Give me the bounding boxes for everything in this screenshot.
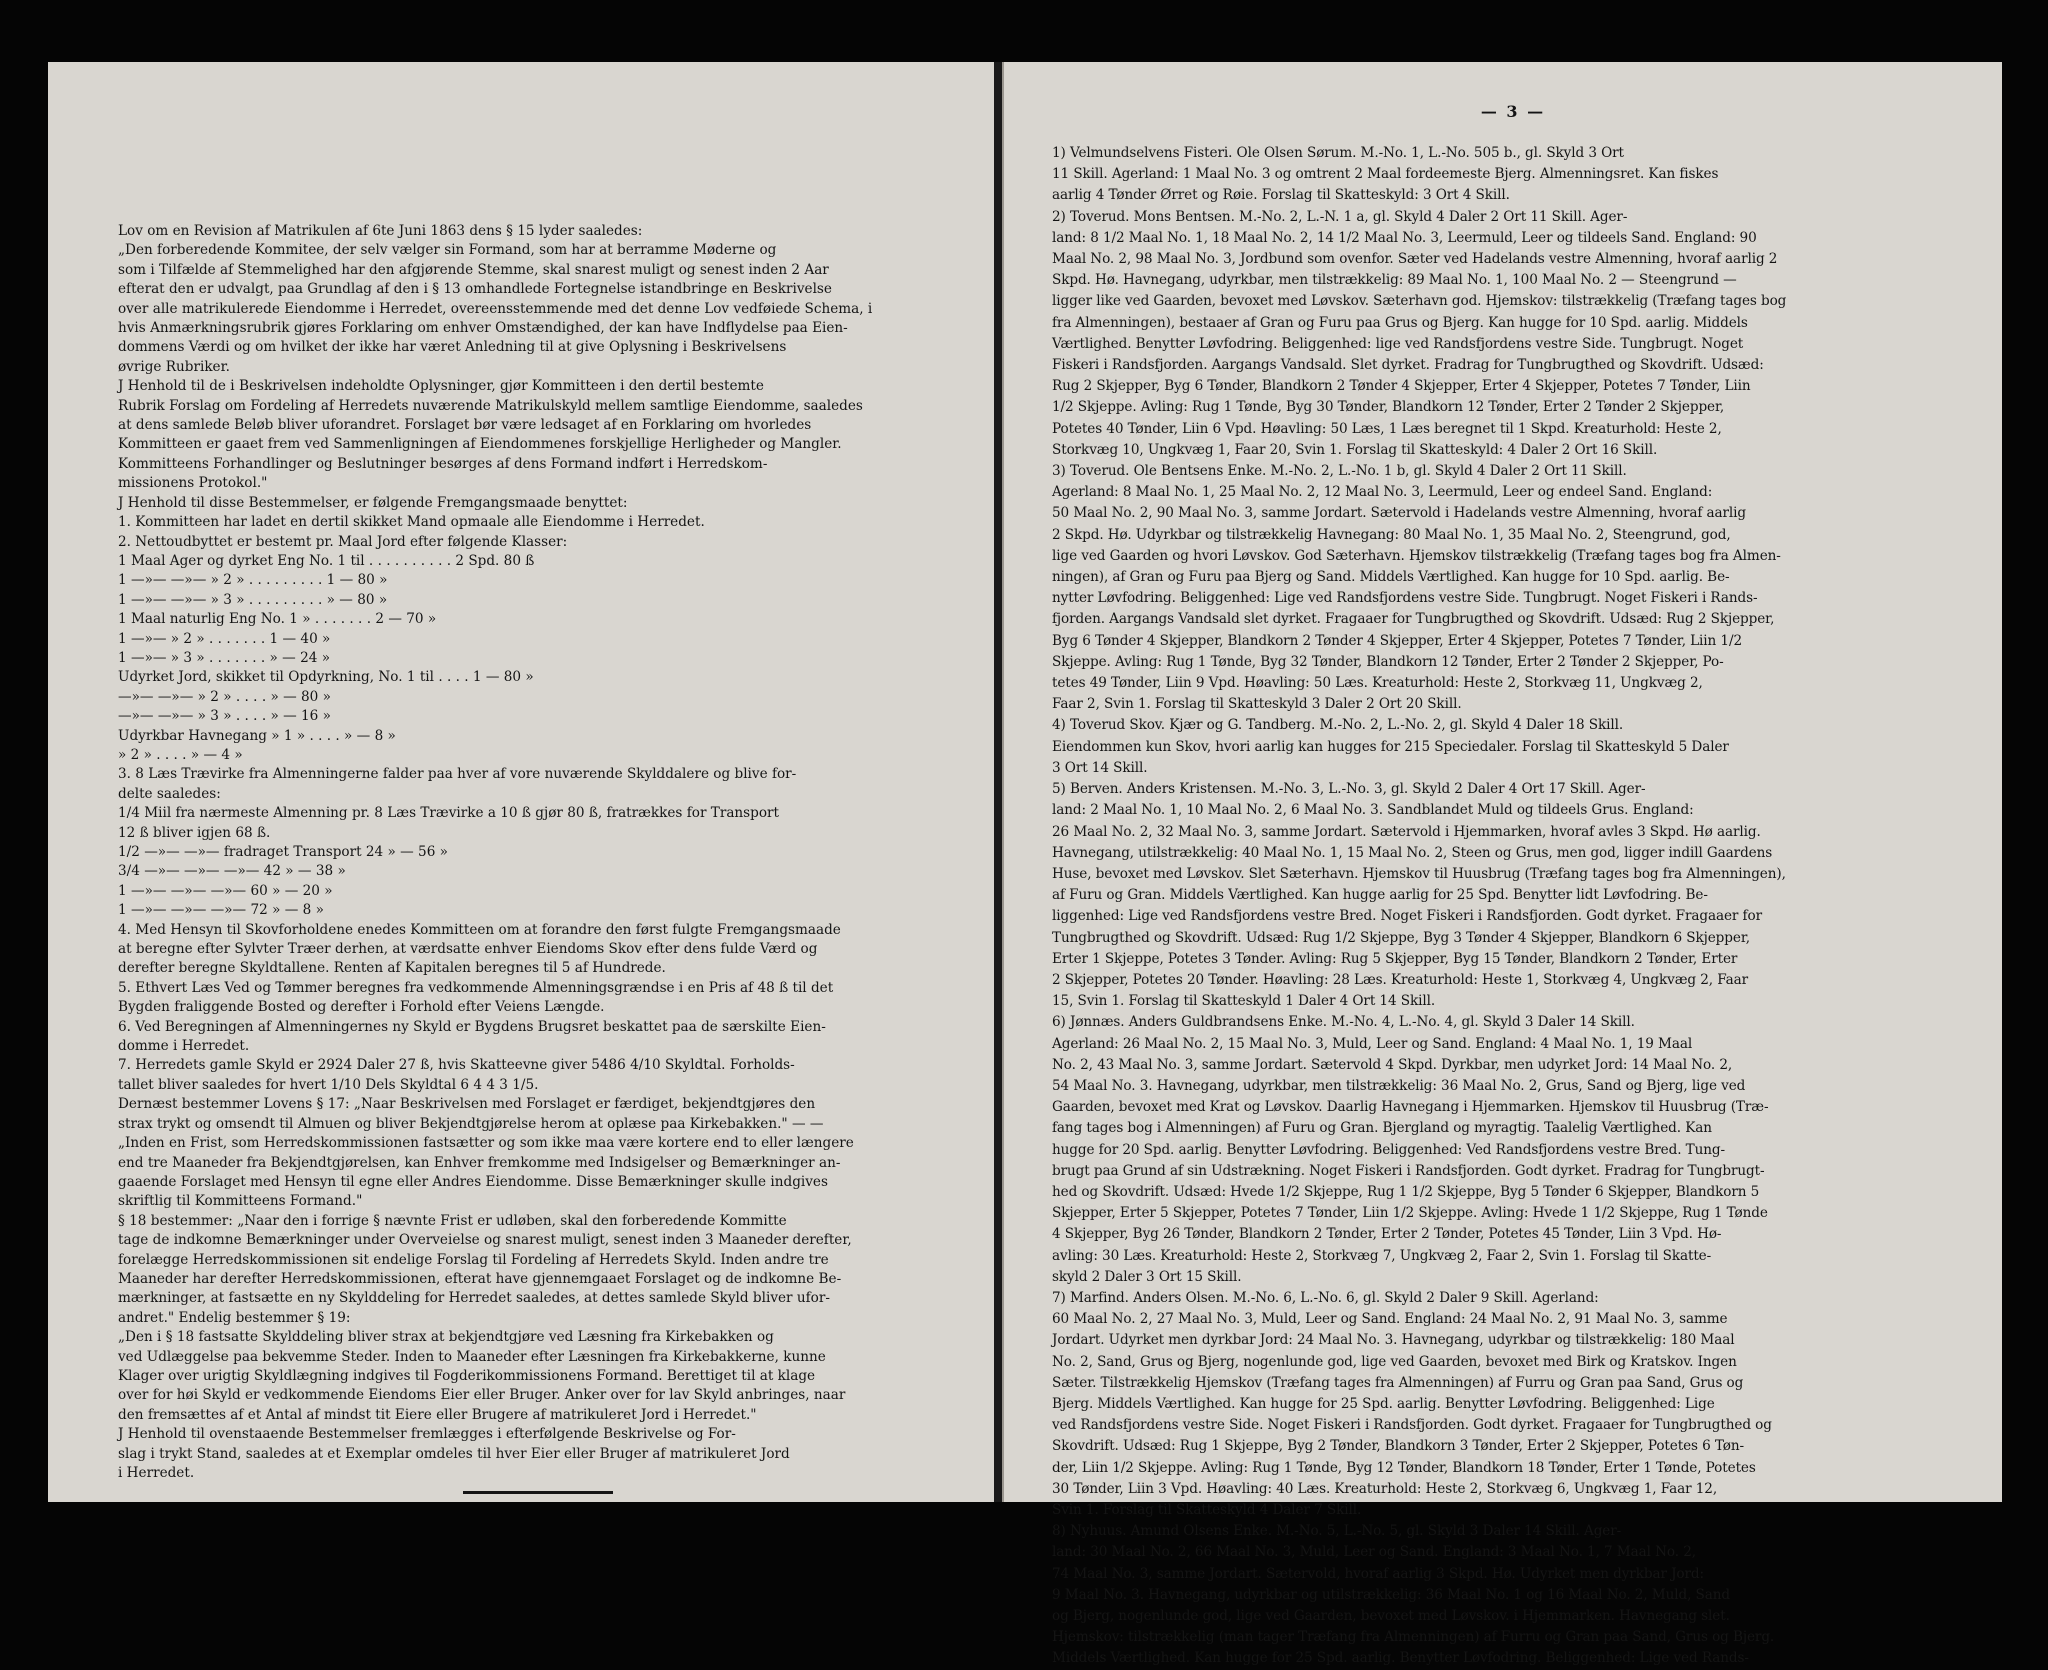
right-page-text-line: land: 8 1/2 Maal No. 1, 18 Maal No. 2, 14 1/2 Maal No. 3, Leermuld, Leer og tildeels Sand. England: 90: [1052, 229, 1757, 246]
right-page-text-line: tetes 49 Tønder, Liin 9 Vpd. Høavling: 50 Læs. Kreaturhold: Heste 2, Storkvæg 11, Ungkvæg 2,: [1052, 675, 1703, 692]
left-page-text-line: Bygden fraliggende Bosted og derefter i Forhold efter Veiens Længde.: [118, 999, 605, 1016]
right-page-text-line: brugt paa Grund af sin Udstrækning. Noget Fiskeri i Randsfjorden. Godt dyrket. Fradrag for Tungbrugt-: [1052, 1162, 1765, 1179]
right-page-text-line: 15, Svin 1. Forslag til Skatteskyld 1 Daler 4 Ort 14 Skill.: [1052, 993, 1436, 1010]
right-page-text-line: 6) Jønnæs. Anders Guldbrandsens Enke. M.-No. 4, L.-No. 4, gl. Skyld 3 Daler 14 Skill.: [1052, 1014, 1635, 1031]
right-page-text-line: Skovdrift. Udsæd: Rug 1 Skjeppe, Byg 2 Tønder, Blandkorn 3 Tønder, Erter 2 Skjepper, Potetes 6 Tøn-: [1052, 1438, 1745, 1455]
left-page-text-line: at beregne efter Sylvter Træer derhen, at værdsatte enhver Eiendoms Skov efter dens fulde Værd og: [118, 941, 818, 958]
left-page-text-line: Kommitteens Forhandlinger og Beslutninger besørges af dens Formand indført i Herredskom-: [118, 455, 768, 472]
left-page-text-line: J Henhold til de i Beskrivelsen indeholdte Oplysninger, gjør Kommitteen i den dertil bestemte: [118, 378, 764, 395]
left-page-text: [118, 222, 934, 1483]
right-page-text-line: 3) Toverud. Ole Bentsens Enke. M.-No. 2, L.-No. 1 b, gl. Skyld 4 Daler 2 Ort 11 Skill.: [1052, 463, 1627, 480]
left-page-text-line: tallet bliver saaledes for hvert 1/10 Dels Skyldtal 6 4 4 3 1/5.: [118, 1076, 539, 1093]
right-page-text-line: 11 Skill. Agerland: 1 Maal No. 3 og omtrent 2 Maal fordeemeste Bjerg. Almenningsret. Kan fiskes: [1052, 166, 1719, 183]
left-page-text-line: 1 —»— —»— —»— 72 » — 8 »: [118, 902, 324, 919]
right-page-text-line: 2) Toverud. Mons Bentsen. M.-No. 2, L.-N. 1 a, gl. Skyld 4 Daler 2 Ort 11 Skill. Ager-: [1052, 208, 1628, 225]
left-page-text-line: „Den forberedende Kommitee, der selv vælger sin Formand, som har at berramme Møderne og: [118, 242, 777, 259]
right-page-text-line: Huse, bevoxet med Løvskov. Slet Sæterhavn. Hjemskov til Huusbrug (Træfang tages bog fra Almenningen),: [1052, 865, 1786, 882]
left-page-text-line: —»— —»— » 2 » . . . . » — 80 »: [118, 688, 331, 705]
right-page-text-line: Erter 1 Skjeppe, Potetes 3 Tønder. Avling: Rug 5 Skjepper, Byg 15 Tønder, Blandkorn 2 Tønder, Erter: [1052, 950, 1738, 967]
right-page-text-line: af Furu og Gran. Middels Værtlighed. Kan hugge aarlig for 25 Spd. Benytter lidt Løvfodring. Be-: [1052, 887, 1708, 904]
left-page-text-line: § 18 bestemmer: „Naar den i forrige § nævnte Frist er udløben, skal den forberedende Kommitte: [118, 1212, 787, 1229]
left-page-text-line: 1/2 —»— —»— fradraget Transport 24 » — 56 »: [118, 844, 448, 860]
left-page-text-line: 1 —»— —»— » 2 » . . . . . . . . . 1 — 80 »: [118, 572, 388, 589]
left-page-text-line: Udyrkbar Havnegang » 1 » . . . . » — 8 »: [118, 727, 396, 744]
right-page-text-line: Agerland: 8 Maal No. 1, 25 Maal No. 2, 12 Maal No. 3, Leermuld, Leer og endeel Sand. England:: [1052, 484, 1713, 501]
right-page-text-line: 4) Toverud Skov. Kjær og G. Tandberg. M.-No. 2, L.-No. 2, gl. Skyld 4 Daler 18 Skill.: [1052, 717, 1624, 734]
right-page-text-line: land: 30 Maal No. 2, 66 Maal No. 3, Muld, Leer og Sand. England: 3 Maal No. 1, 7 Maal No. 2,: [1052, 1544, 1696, 1561]
right-page-text-line: 5) Berven. Anders Kristensen. M.-No. 3, L.-No. 3, gl. Skyld 2 Daler 4 Ort 17 Skill. Ager-: [1052, 781, 1646, 798]
right-page-text-line: Skjeppe. Avling: Rug 1 Tønde, Byg 32 Tønder, Blandkorn 12 Tønder, Erter 2 Tønder 2 Skjepper, Po-: [1052, 653, 1724, 670]
left-page-text-line: gaaende Forslaget med Hensyn til egne eller Andres Eiendomme. Disse Bemærkninger skulle indgives: [118, 1173, 828, 1190]
right-page-text-line: og Bjerg, nogenlunde god, lige ved Gaarden, bevoxet med Løvskov. i Hjemmarken. Havnegang slet.: [1052, 1608, 1730, 1625]
right-page-text-line: lige ved Gaarden og hvori Løvskov. God Sæterhavn. Hjemskov tilstrækkelig (Træfang tages bog fra Almen-: [1052, 547, 1781, 564]
left-page-text-line: forelægge Herredskommissionen sit endelige Forslag til Fordeling af Herredets Skyld. Inden andre tre: [118, 1251, 829, 1268]
right-page-text-line: Bjerg. Middels Værtlighed. Kan hugge for 25 Spd. aarlig. Benytter Løvfodring. Beliggenhed: Lige: [1052, 1395, 1715, 1412]
right-page-text-line: fang tages bog i Almenningen) af Furu og Gran. Bjergland og myragtig. Taalelig Værtlighed. Kan: [1052, 1120, 1712, 1137]
left-page-text-line: 12 ß bliver igjen 68 ß.: [118, 824, 271, 841]
left-page-text-line: slag i trykt Stand, saaledes at et Exemplar omdeles til hver Eier eller Bruger af matrikuleret Jord: [118, 1445, 790, 1462]
left-page-text-line: domme i Herredet.: [118, 1038, 250, 1055]
right-page-text-line: Svin 1. Forslag til Skatteskyld 4 Daler 7 Skill.: [1052, 1502, 1362, 1518]
left-page-text-line: den fremsættes af et Antal af mindst tit Eiere eller Brugere af matrikuleret Jord i Herredet.": [118, 1406, 757, 1423]
right-page-text-line: 60 Maal No. 2, 27 Maal No. 3, Muld, Leer og Sand. England: 24 Maal No. 2, 91 Maal No. 3, samme: [1052, 1311, 1728, 1328]
left-page-text-line: øvrige Rubriker.: [118, 358, 230, 375]
left-page-text-line: 1 —»— —»— —»— 60 » — 20 »: [118, 882, 333, 899]
right-page-text-line: Rug 2 Skjepper, Byg 6 Tønder, Blandkorn 2 Tønder 4 Skjepper, Erter 4 Skjepper, Potetes 7 Tønder, Liin: [1052, 378, 1751, 395]
left-page-text-line: 5. Ethvert Læs Ved og Tømmer beregnes fra vedkommende Almenningsgrændse i en Pris af 48 ß til det: [118, 979, 834, 996]
right-page-text-line: nytter Løvfodring. Beliggenhed: Lige ved Randsfjordens vestre Side. Tungbrugt. Noget Fiskeri i Rands-: [1052, 590, 1758, 607]
left-page-text-line: 3. 8 Læs Trævirke fra Almenningerne falder paa hver af vore nuværende Skylddalere og blive for-: [118, 766, 797, 783]
left-page-text-line: Udyrket Jord, skikket til Opdyrkning, No. 1 til . . . . 1 — 80 »: [118, 669, 534, 686]
right-page-text-line: 54 Maal No. 3. Havnegang, udyrkbar, men tilstrækkelig: 36 Maal No. 2, Grus, Sand og Bjerg, lige ved: [1052, 1077, 1746, 1094]
left-page-text-line: ved Udlæggelse paa bekvemme Steder. Inden to Maaneder efter Læsningen fra Kirkebakkerne, kunne: [118, 1348, 826, 1365]
right-page-text-line: Faar 2, Svin 1. Forslag til Skatteskyld 3 Daler 2 Ort 20 Skill.: [1052, 696, 1462, 713]
left-page-text-line: derefter beregne Skyldtallene. Renten af Kapitalen beregnes til 5 af Hundrede.: [118, 960, 666, 977]
right-page-text-line: Tungbrugthed og Skovdrift. Udsæd: Rug 1/2 Skjeppe, Byg 3 Tønder 4 Skjepper, Blandkorn 6 Skjepper,: [1052, 929, 1750, 946]
left-page: [48, 62, 994, 1502]
right-page-text-line: 26 Maal No. 2, 32 Maal No. 3, samme Jordart. Sætervold i Hjemmarken, hvoraf avles 3 Skpd. Hø aarlig.: [1052, 823, 1761, 840]
left-page-text-line: Maaneder har derefter Herredskommissionen, efterat have gjennemgaaet Forslaget og de indkomne Be-: [118, 1270, 842, 1287]
left-page-text-line: Klager over urigtig Skyldlægning indgives til Fogderikommissionens Formand. Berettiget til at klage: [118, 1367, 816, 1384]
right-page-text-line: Gaarden, bevoxet med Krat og Løvskov. Daarlig Havnegang i Hjemmarken. Hjemskov til Huusbrug (Træ-: [1052, 1099, 1769, 1116]
left-page-text-line: efterat den er udvalgt, paa Grundlag af den i § 13 omhandlede Fortegnelse istandbringe en Beskrivelse: [118, 281, 832, 298]
left-page-text-line: „Inden en Frist, som Herredskommissionen fastsætter og som ikke maa være kortere end to eller længere: [118, 1135, 854, 1152]
left-page-text-line: mærkninger, at fastsætte en ny Skylddeling for Herredet saaledes, at dettes samlede Skyld bliver ufor-: [118, 1290, 830, 1307]
left-page-text-line: Lov om en Revision af Matrikulen af 6te Juni 1863 dens § 15 lyder saaledes:: [118, 223, 643, 239]
right-page-text-line: Potetes 40 Tønder, Liin 6 Vpd. Høavling: 50 Læs, 1 Læs beregnet til 1 Skpd. Kreaturhold: Heste 2,: [1052, 420, 1722, 437]
left-page-text-line: skriftlig til Kommitteens Formand.": [118, 1193, 363, 1210]
left-page-text-line: delte saaledes:: [118, 785, 221, 802]
right-page-text-line: 4 Skjepper, Byg 26 Tønder, Blandkorn 2 Tønder, Erter 2 Tønder, Potetes 45 Tønder, Liin 3 Vpd. Hø-: [1052, 1226, 1722, 1243]
left-page-text-line: hvis Anmærkningsrubrik gjøres Forklaring om enhver Omstændighed, der kan have Indflydelse paa Eien-: [118, 320, 848, 337]
right-page-text-line: der, Liin 1/2 Skjeppe. Avling: Rug 1 Tønde, Byg 12 Tønder, Blandkorn 18 Tønder, Erter 1 Tønde, Potetes: [1052, 1459, 1756, 1476]
left-page-text-line: 1/4 Miil fra nærmeste Almenning pr. 8 Læs Trævirke a 10 ß gjør 80 ß, fratrækkes for Transport: [118, 805, 780, 822]
right-page-text-line: 50 Maal No. 2, 90 Maal No. 3, samme Jordart. Sætervold i Hadelands vestre Almenning, hvoraf aarlig: [1052, 505, 1747, 522]
right-page-text-line: ved Randsfjordens vestre Side. Noget Fiskeri i Randsfjorden. Godt dyrket. Fragaaer for Tungbrugthed og: [1052, 1417, 1772, 1434]
right-page-text-line: Hjemskov: tilstrækkelig (man tager Træfang fra Almenningen) af Furru og Gran paa Sand, Grus og Bjerg.: [1052, 1629, 1775, 1646]
left-page-text-line: Kommitteen er gaaet frem ved Sammenligningen af Eiendommenes forskjellige Herligheder og Mangler.: [118, 436, 842, 453]
right-page-text-line: Storkvæg 10, Ungkvæg 1, Faar 20, Svin 1. Forslag til Skatteskyld: 4 Daler 2 Ort 16 Skill.: [1052, 441, 1658, 458]
left-page-text-line: 1. Kommitteen har ladet en dertil skikket Mand opmaale alle Eiendomme i Herredet.: [118, 514, 705, 531]
right-page-text: [1052, 143, 1974, 1670]
left-page-text-line: 1 Maal Ager og dyrket Eng No. 1 til . . . . . . . . . . 2 Spd. 80 ß: [118, 552, 535, 569]
right-page-text-line: Havnegang, utilstrækkelig: 40 Maal No. 1, 15 Maal No. 2, Steen og Grus, men god, ligger indill Gaardens: [1052, 844, 1773, 861]
right-page-text-line: Agerland: 26 Maal No. 2, 15 Maal No. 3, Muld, Leer og Sand. England: 4 Maal No. 1, 19 Maal: [1052, 1035, 1693, 1052]
right-page-text-line: 74 Maal No. 3, samme Jordart. Sætervold, hvoraf aarlig 3 Skpd. Hø. Udyrket men dyrkbar Jord:: [1052, 1565, 1704, 1582]
right-page-text-line: 9 Maal No. 3. Havnegang, udyrkbar og utilstrækkelig: 36 Maal No. 1 og 16 Maal No. 2, Muld, Sand: [1052, 1586, 1731, 1603]
right-page-text-line: 7) Marfind. Anders Olsen. M.-No. 6, L.-No. 6, gl. Skyld 2 Daler 9 Skill. Agerland:: [1052, 1289, 1599, 1306]
left-page-text-line: 6. Ved Beregningen af Almenningernes ny Skyld er Bygdens Brugsret beskattet paa de særskilte Eien-: [118, 1018, 826, 1035]
right-page-text-line: liggenhed: Lige ved Randsfjordens vestre Bred. Noget Fiskeri i Randsfjorden. Godt dyrket. Fragaaer for: [1052, 908, 1762, 925]
right-page-text-line: 3 Ort 14 Skill.: [1052, 759, 1148, 776]
left-page-text-line: Rubrik Forslag om Fordeling af Herredets nuværende Matrikulskyld mellem samtlige Eiendomme, saaledes: [118, 397, 863, 414]
right-page-text-line: land: 2 Maal No. 1, 10 Maal No. 2, 6 Maal No. 3. Sandblandet Muld og tildeels Grus. England:: [1052, 802, 1694, 819]
left-page-text-line: 1 —»— » 3 » . . . . . . . » — 24 »: [118, 649, 331, 666]
left-page-text-line: missionens Protokol.": [118, 475, 268, 492]
right-page-text-line: Værtlighed. Benytter Løvfodring. Beliggenhed: lige ved Randsfjordens vestre Side. Tungbrugt. Noget: [1052, 335, 1744, 352]
left-page-text-line: i Herredet.: [118, 1465, 195, 1481]
left-page-text-line: over alle matrikulerede Eiendomme i Herredet, overeensstemmende med det denne Lov vedføiede Schema, i: [118, 300, 873, 317]
left-page-text-line: » 2 » . . . . » — 4 »: [118, 746, 243, 763]
left-page-text-line: J Henhold til ovenstaaende Bestemmelser fremlægges i efterfølgende Beskrivelse og For-: [118, 1426, 736, 1443]
right-page-text-line: ningen), af Gran og Furu paa Bjerg og Sand. Middels Værtlighed. Kan hugge for 10 Spd. aarlig. Be-: [1052, 569, 1730, 586]
right-page-text-line: Byg 6 Tønder 4 Skjepper, Blandkorn 2 Tønder 4 Skjepper, Erter 4 Skjepper, Potetes 7 Tønder, Liin 1/2: [1052, 632, 1743, 649]
right-page-text-line: hugge for 20 Spd. aarlig. Benytter Løvfodring. Beliggenhed: Ved Randsfjordens vestre Bred. Tung-: [1052, 1141, 1726, 1158]
right-page: [1002, 62, 2002, 1667]
right-page-text-line: fra Almenningen), bestaaer af Gran og Furu paa Grus og Bjerg. Kan hugge for 10 Spd. aarlig. Middels: [1052, 314, 1748, 331]
right-page-text-line: Skpd. Hø. Havnegang, udyrkbar, men tilstrækkelig: 89 Maal No. 1, 100 Maal No. 2 — Steengrund —: [1052, 272, 1737, 289]
right-page-text-line: skyld 2 Daler 3 Ort 15 Skill.: [1052, 1268, 1242, 1285]
right-page-text-line: No. 2, Sand, Grus og Bjerg, nogenlunde god, lige ved Gaarden, bevoxet med Birk og Kratskov. Ingen: [1052, 1353, 1737, 1370]
right-page-text-line: Jordart. Udyrket men dyrkbar Jord: 24 Maal No. 3. Havnegang, udyrkbar og tilstrækkelig: 180 Maal: [1052, 1332, 1735, 1349]
left-page-text-line: andret." Endelig bestemmer § 19:: [118, 1309, 351, 1326]
page-number: — 3 —: [1480, 102, 1546, 121]
left-page-text-line: strax trykt og omsendt til Almuen og bliver Bekjendtgjørelse herom at oplæse paa Kirkebakken." — —: [118, 1115, 824, 1132]
left-page-text-line: over for høi Skyld er vedkommende Eiendoms Eier eller Bruger. Anker over for lav Skyld anbringes, naar: [118, 1387, 846, 1404]
left-page-text-line: tage de indkomne Bemærkninger under Overveielse og snarest muligt, senest inden 3 Maaneder derefter,: [118, 1232, 852, 1249]
right-page-text-line: avling: 30 Læs. Kreaturhold: Heste 2, Storkvæg 7, Ungkvæg 2, Faar 2, Svin 1. Forslag til Skatte-: [1052, 1247, 1712, 1264]
right-page-text-line: ligger like ved Gaarden, bevoxet med Løvskov. Sæterhavn god. Hjemskov: tilstrækkelig (Træfang tages bog: [1052, 293, 1787, 310]
left-page-text-line: J Henhold til disse Bestemmelser, er følgende Fremgangsmaade benyttet:: [118, 494, 628, 511]
left-page-text-line: 7. Herredets gamle Skyld er 2924 Daler 27 ß, hvis Skatteevne giver 5486 4/10 Skyldtal. Forholds-: [118, 1057, 795, 1074]
right-page-text-line: hed og Skovdrift. Udsæd: Hvede 1/2 Skjeppe, Rug 1 1/2 Skjeppe, Byg 5 Tønder 6 Skjepper, Blandkorn 5: [1052, 1183, 1760, 1200]
left-page-text-line: Dernæst bestemmer Lovens § 17: „Naar Beskrivelsen med Forslaget er færdiget, bekjendtgjøres den: [118, 1096, 816, 1113]
right-page-text-line: Eiendommen kun Skov, hvori aarlig kan hugges for 215 Speciedaler. Forslag til Skatteskyld 5 Daler: [1052, 738, 1729, 755]
left-page-text-line: 3/4 —»— —»— —»— 42 » — 38 »: [118, 863, 346, 880]
left-page-text-line: 1 —»— » 2 » . . . . . . . 1 — 40 »: [118, 630, 331, 647]
left-page-text-line: som i Tilfælde af Stemmelighed har den afgjørende Stemme, skal snarest muligt og senest inden 2 Aar: [118, 261, 829, 278]
left-page-text-line: „Den i § 18 fastsatte Skylddeling bliver strax at bekjendtgjøre ved Læsning fra Kirkebakken og: [118, 1329, 774, 1346]
right-page-text-line: Sæter. Tilstrækkelig Hjemskov (Træfang tages fra Almenningen) af Furru og Gran paa Sand, Grus og: [1052, 1374, 1744, 1391]
left-page-text-line: end tre Maaneder fra Bekjendtgjørelsen, kan Enhver fremkomme med Indsigelser og Bemærkninger an-: [118, 1154, 841, 1171]
right-page-text-line: aarlig 4 Tønder Ørret og Røie. Forslag til Skatteskyld: 3 Ort 4 Skill.: [1052, 187, 1510, 204]
right-page-text-line: Fiskeri i Randsfjorden. Aargangs Vandsald. Slet dyrket. Fradrag for Tungbrugthed og Skovdrift. Udsæd:: [1052, 357, 1764, 374]
right-page-text-line: Skjepper, Erter 5 Skjepper, Potetes 7 Tønder, Liin 1/2 Skjeppe. Avling: Hvede 1 1/2 Skjeppe, Rug 1 Tønde: [1052, 1205, 1768, 1222]
right-page-text-line: 1) Velmundselvens Fisteri. Ole Olsen Sørum. M.-No. 1, L.-No. 505 b., gl. Skyld 3 Ort: [1052, 145, 1624, 161]
left-page-text-line: dommens Værdi og om hvilket der ikke har været Anledning til at give Oplysning i Beskrivelsens: [118, 339, 787, 356]
left-page-text-line: at dens samlede Beløb bliver uforandret. Forslaget bør være ledsaget af en Forklaring om hvorledes: [118, 417, 812, 434]
left-page-text-line: —»— —»— » 3 » . . . . » — 16 »: [118, 708, 331, 725]
right-page-text-line: No. 2, 43 Maal No. 3, samme Jordart. Sætervold 4 Skpd. Dyrkbar, men udyrket Jord: 14 Maal No. 2,: [1052, 1056, 1733, 1073]
left-page-text-line: 1 —»— —»— » 3 » . . . . . . . . . » — 80 »: [118, 591, 388, 608]
left-page-text-line: 1 Maal naturlig Eng No. 1 » . . . . . . . 2 — 70 »: [118, 611, 437, 628]
right-page-text-line: 30 Tønder, Liin 3 Vpd. Høavling: 40 Læs. Kreaturhold: Heste 2, Storkvæg 6, Ungkvæg 1, Faar 12,: [1052, 1480, 1718, 1497]
book-gutter: [994, 62, 1002, 1502]
right-page-text-line: 8) Nyhuus. Amund Olsens Enke. M.-No. 5, L.-No. 5, gl. Skyld 3 Daler 14 Skill. Ager-: [1052, 1523, 1622, 1540]
left-page-text-line: 2. Nettoudbyttet er bestemt pr. Maal Jord efter følgende Klasser:: [118, 533, 568, 550]
right-page-text-line: Maal No. 2, 98 Maal No. 3, Jordbund som ovenfor. Sæter ved Hadelands vestre Almenning, hvoraf aarlig 2: [1052, 251, 1778, 268]
right-page-text-line: Middels Værtlighed. Kan hugge for 25 Spd. aarlig. Benytter Løvfodring. Beliggenhed: Lige ved Rands-: [1052, 1650, 1749, 1667]
right-page-text-line: 2 Skpd. Hø. Udyrkbar og tilstrækkelig Havnegang: 80 Maal No. 1, 35 Maal No. 2, Steengrund, god,: [1052, 526, 1731, 543]
right-page-text-line: fjorden. Aargangs Vandsald slet dyrket. Fragaaer for Tungbrugthed og Skovdrift. Udsæd: Rug 2 Skjepper,: [1052, 611, 1775, 628]
right-page-text-line: 1/2 Skjeppe. Avling: Rug 1 Tønde, Byg 30 Tønder, Blandkorn 12 Tønder, Erter 2 Tønder 2 Skjepper,: [1052, 399, 1725, 416]
left-page-text-line: 4. Med Hensyn til Skovforholdene enedes Kommitteen om at forandre den først fulgte Fremgangsmaade: [118, 921, 841, 938]
end-rule: [463, 1491, 613, 1494]
right-page-text-line: 2 Skjepper, Potetes 20 Tønder. Høavling: 28 Læs. Kreaturhold: Heste 1, Storkvæg 4, Ungkvæg 2, Faar: [1052, 971, 1749, 988]
